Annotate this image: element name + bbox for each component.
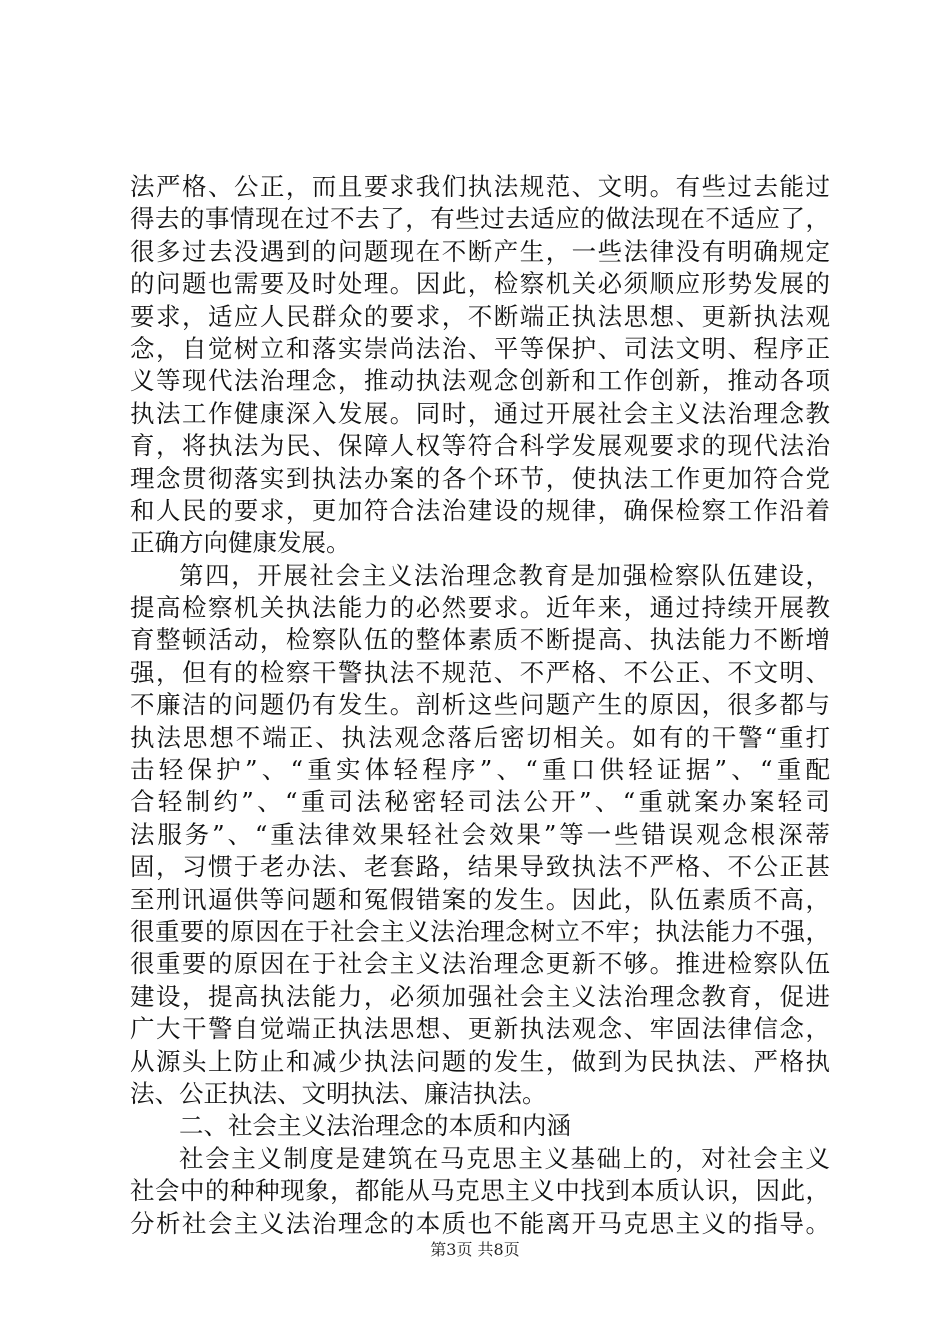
text-line: 育整顿活动，检察队伍的整体素质不断提高、执法能力不断增 bbox=[130, 625, 830, 655]
text-line: 社会中的种种现象，都能从马克思主义中找到本质认识，因此， bbox=[130, 1176, 830, 1206]
text-line: 的问题也需要及时处理。因此，检察机关必须顺应形势发展的 bbox=[130, 269, 830, 299]
text-line: 分析社会主义法治理念的本质也不能离开马克思主义的指导。 bbox=[130, 1208, 830, 1238]
text-line: 要求，适应人民群众的要求，不断端正执法思想、更新执法观 bbox=[130, 301, 830, 331]
text-line: 强，但有的检察干警执法不规范、不严格、不公正、不文明、 bbox=[130, 657, 830, 687]
text-line: 很重要的原因在于社会主义法治理念更新不够。推进检察队伍 bbox=[130, 949, 830, 979]
text-line: 社会主义制度是建筑在马克思主义基础上的，对社会主义 bbox=[179, 1143, 830, 1173]
text-line: 执法思想不端正、执法观念落后密切相关。如有的干警“重打 bbox=[130, 722, 830, 752]
page-number-footer: 第3页 共8页 bbox=[430, 1240, 520, 1259]
text-line: 从源头上防止和减少执法问题的发生，做到为民执法、严格执 bbox=[130, 1046, 830, 1076]
text-line: 得去的事情现在过不去了，有些过去适应的做法现在不适应了， bbox=[130, 204, 830, 234]
text-line: 法、公正执法、文明执法、廉洁执法。 bbox=[130, 1078, 547, 1108]
text-line: 念，自觉树立和落实崇尚法治、平等保护、司法文明、程序正 bbox=[130, 333, 830, 363]
text-line: 二、社会主义法治理念的本质和内涵 bbox=[179, 1111, 571, 1141]
text-line: 法服务”、“重法律效果轻社会效果”等一些错误观念根深蒂 bbox=[130, 819, 830, 849]
text-line: 很多过去没遇到的问题现在不断产生，一些法律没有明确规定 bbox=[130, 236, 830, 266]
text-line: 击轻保护”、“重实体轻程序”、“重口供轻证据”、“重配 bbox=[130, 755, 830, 785]
text-line: 和人民的要求，更加符合法治建设的规律，确保检察工作沿着 bbox=[130, 495, 830, 525]
text-line: 理念贯彻落实到执法办案的各个环节，使执法工作更加符合党 bbox=[130, 463, 830, 493]
text-line: 正确方向健康发展。 bbox=[130, 528, 351, 558]
text-line: 法严格、公正，而且要求我们执法规范、文明。有些过去能过 bbox=[130, 172, 830, 201]
text-line: 育，将执法为民、保障人权等符合科学发展观要求的现代法治 bbox=[130, 431, 830, 461]
text-line: 至刑讯逼供等问题和冤假错案的发生。因此，队伍素质不高， bbox=[130, 884, 830, 914]
text-line: 义等现代法治理念，推动执法观念创新和工作创新，推动各项 bbox=[130, 366, 830, 396]
text-line: 建设，提高执法能力，必须加强社会主义法治理念教育，促进 bbox=[130, 981, 830, 1011]
text-line: 很重要的原因在于社会主义法治理念树立不牢；执法能力不强， bbox=[130, 916, 830, 946]
text-line: 合轻制约”、“重司法秘密轻司法公开”、“重就案办案轻司 bbox=[130, 787, 830, 817]
text-line: 广大干警自觉端正执法思想、更新执法观念、牢固法律信念， bbox=[130, 1014, 830, 1044]
text-line: 提高检察机关执法能力的必然要求。近年来，通过持续开展教 bbox=[130, 593, 830, 623]
text-line: 执法工作健康深入发展。同时，通过开展社会主义法治理念教 bbox=[130, 398, 830, 428]
text-line: 第四，开展社会主义法治理念教育是加强检察队伍建设， bbox=[179, 560, 830, 590]
text-line: 不廉洁的问题仍有发生。剖析这些问题产生的原因，很多都与 bbox=[130, 690, 830, 720]
text-line: 固，习惯于老办法、老套路，结果导致执法不严格、不公正甚 bbox=[130, 852, 830, 882]
document-body bbox=[130, 171, 830, 1240]
